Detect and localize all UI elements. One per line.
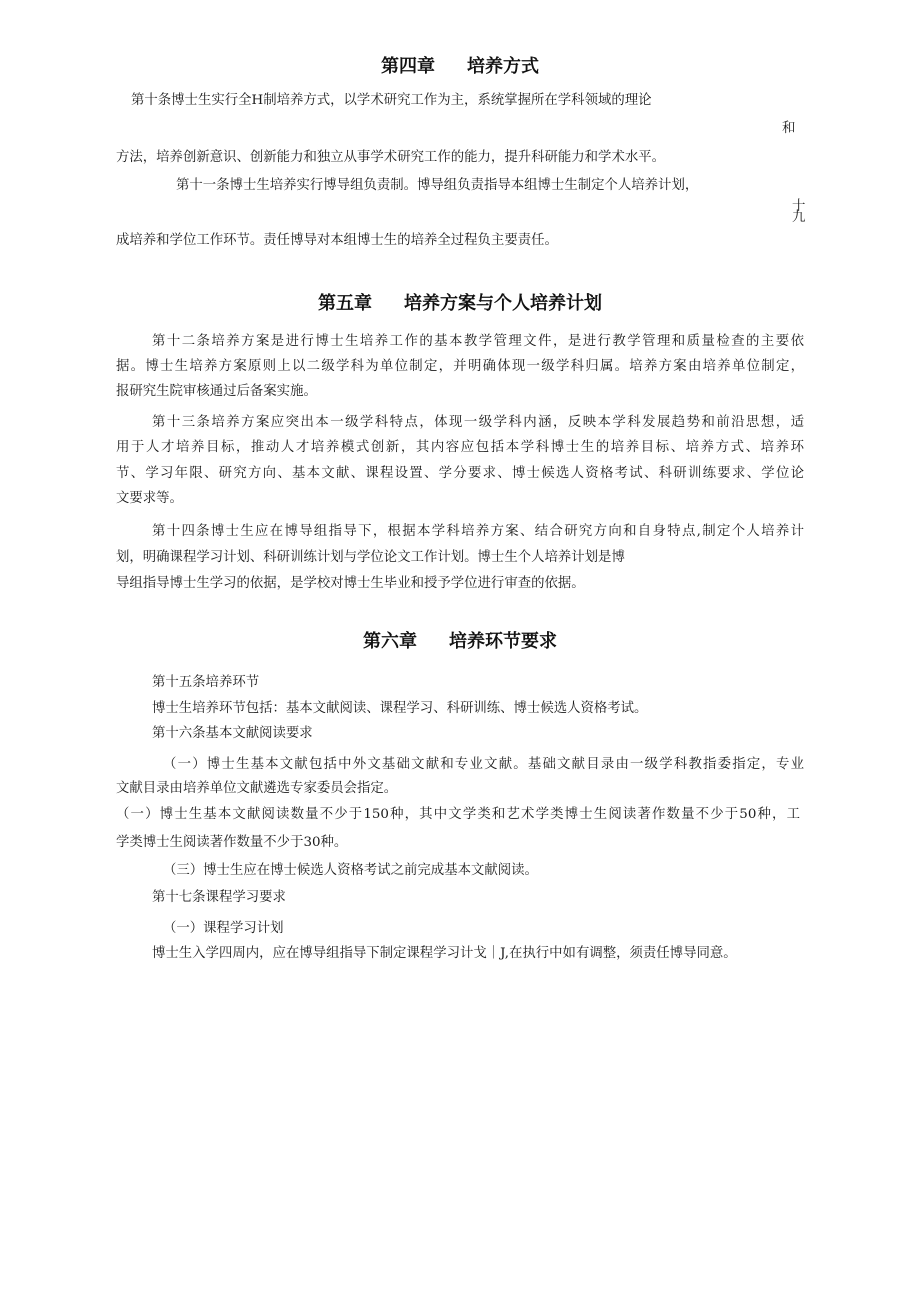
chapter-title: 培养方式: [467, 56, 539, 77]
article-12-line-1: 第十二条培养方案是进行博士生培养工作的基本教学管理文件，是进行教学管理和质量检查的主要依: [152, 334, 804, 349]
article-11-line-1: 第十一条博士生培养实行博导组负责制。博导组负责指导本组博士生制定个人培养计划，: [176, 178, 699, 193]
chapter-6-heading: [0, 627, 920, 653]
article-15-heading: 第十五条培养环节: [152, 675, 260, 690]
article-11-stray-bottom: 九: [792, 210, 806, 225]
article-10-line-1: 第十条博士生实行全H制培养方式，以学术研究工作为主，系统掌握所在学科领域的理论: [131, 93, 652, 108]
article-10-stray-char: 和: [782, 121, 796, 136]
article-13-line-3: 节、学习年限、研究方向、基本文献、课程设置、学分要求、博士候选人资格考试、科研训练要求、学位论: [116, 466, 804, 481]
chapter-title: 培养环节要求: [449, 631, 557, 652]
article-14-line-2: 划，明确课程学习计划、科研训练计划与学位论文工作计划。博士生个人培养计划是博: [116, 550, 625, 565]
article-11-line-2: 成培养和学位工作环节。责任博导对本组博士生的培养全过程负主要责任。: [116, 233, 558, 248]
article-17-heading: 第十七条课程学习要求: [152, 890, 286, 905]
article-13-line-1: 第十三条培养方案应突出本一级学科特点，体现一级学科内涵，反映本学科发展趋势和前沿思想，适: [152, 415, 804, 430]
article-16-item-3: （三）博士生应在博士候选人资格考试之前完成基本文献阅读。: [163, 863, 538, 878]
article-11-stray-top: 十: [792, 199, 806, 214]
article-17-item-1-heading: （一）课程学习计划: [163, 921, 284, 936]
chapter-number: 第五章: [318, 293, 372, 314]
chapter-number: 第四章: [381, 56, 435, 77]
chapter-title: 培养方案与个人培养计划: [404, 293, 602, 314]
article-16-item-2-line-2: 学类博士生阅读著作数量不少于30种。: [116, 835, 348, 850]
article-16-item-1-line-2: 文献目录由培养单位文献遴选专家委员会指定。: [116, 781, 398, 796]
chapter-5-heading: [0, 289, 920, 315]
chapter-4-heading: [0, 52, 920, 78]
article-16-item-1-line-1: （一）博士生基本文献包括中外文基础文献和专业文献。基础文献目录由一级学科教指委指定，专业: [163, 757, 804, 772]
article-13-line-4: 文要求等。: [116, 491, 183, 506]
article-14-line-1: 第十四条博士生应在博导组指导下，根据本学科培养方案、结合研究方向和自身特点,制定个人培养计: [152, 524, 804, 539]
article-10-line-2: 方法，培养创新意识、创新能力和独立从事学术研究工作的能力，提升科研能力和学术水平。: [116, 150, 666, 165]
article-12-line-3: 报研究生院审核通过后备案实施。: [116, 384, 317, 399]
article-17-item-1-body: 博士生入学四周内，应在博导组指导下制定课程学习计戈｜J,在执行中如有调整，须责任博导同意。: [152, 946, 737, 961]
article-16-heading: 第十六条基本文献阅读要求: [152, 726, 313, 741]
article-16-item-2-line-1: （一）博士生基本文献阅读数量不少于150种，其中文学类和艺术学类博士生阅读著作数量不少于50种，工: [116, 807, 800, 822]
article-15-body: 博士生培养环节包括：基本文献阅读、课程学习、科研训练、博士候选人资格考试。: [152, 701, 648, 716]
article-14-line-3: 导组指导博士生学习的依据，是学校对博士生毕业和授予学位进行审查的依据。: [116, 576, 585, 591]
article-13-line-2: 用于人才培养目标，推动人才培养模式创新，其内容应包括本学科博士生的培养目标、培养方式、培养环: [116, 440, 804, 455]
article-12-line-2: 据。博士生培养方案原则上以二级学科为单位制定，并明确体现一级学科归属。培养方案由培养单位制定，: [116, 359, 804, 374]
chapter-number: 第六章: [363, 631, 417, 652]
